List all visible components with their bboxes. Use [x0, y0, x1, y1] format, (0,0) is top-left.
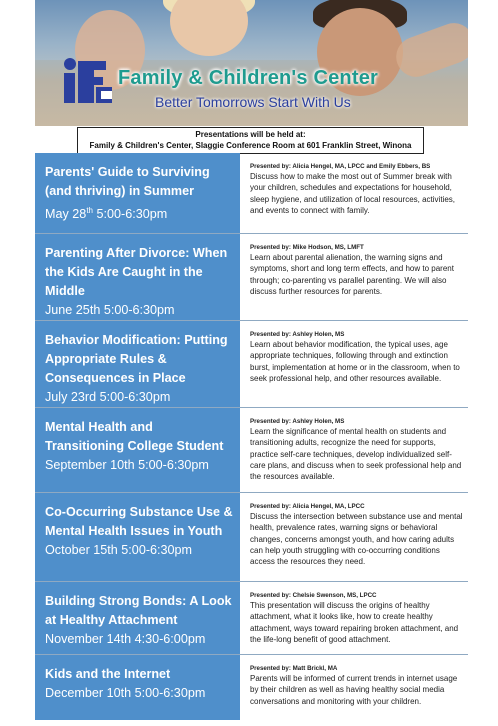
session-title-panel	[35, 234, 240, 320]
venue-box	[77, 127, 424, 154]
session-row	[35, 153, 468, 233]
session-row	[35, 582, 468, 654]
session-date: June 25th 5:00-6:30pm	[45, 303, 175, 317]
session-description: Learn about parental alienation, the warning signs and symptoms, short and long term effects, and how to parent through; co-parenting vs parallel parenting. We will also discuss further resources for parents.	[250, 253, 454, 296]
session-title: Mental Health and Transitioning College Student	[45, 420, 224, 453]
session-presenter: Presented by: Alicia Hengel, MA, LPCC	[250, 503, 365, 510]
session-title: Parenting After Divorce: When the Kids Are Caught in the Middle	[45, 246, 228, 298]
session-description: Learn about behavior modification, the typical uses, age appropriate techniques, following through and extinction burst, implementation at home or in the classroom, when to seek professional help, and other resources available.	[250, 340, 460, 383]
org-tagline: Better Tomorrows Start With Us	[155, 94, 351, 110]
session-title: Parents' Guide to Surviving (and thriving) in Summer	[45, 165, 210, 198]
session-title-panel	[35, 321, 240, 407]
session-title: Kids and the Internet	[45, 667, 171, 681]
session-title-panel	[35, 153, 240, 233]
session-date: July 23rd 5:00-6:30pm	[45, 390, 171, 404]
session-title-panel	[35, 408, 240, 492]
venue-heading: Presentations will be held at:	[195, 130, 306, 139]
session-details	[240, 153, 468, 233]
session-row	[35, 234, 468, 320]
session-description: Learn the significance of mental health on students and transitioning adults, recognize the need for supports, practice self-care techniques, develop individualized self-care plans, and discuss when to seek professional help and the resources available.	[250, 427, 462, 482]
session-title: Behavior Modification: Putting Appropriate Rules & Consequences in Place	[45, 333, 228, 385]
session-date: December 10th 5:00-6:30pm	[45, 686, 206, 700]
venue-address: Family & Children's Center, Slaggie Conference Room at 601 Franklin Street, Winona	[89, 141, 412, 150]
session-details	[240, 321, 468, 407]
session-row	[35, 493, 468, 581]
session-details	[240, 234, 468, 320]
session-description: This presentation will discuss the origins of healthy attachment, what it looks like, how to create healthy attachment, ways toward repairing broken attachment, and the life-long benefit of good attachment.	[250, 601, 459, 644]
session-date: May 28th 5:00-6:30pm	[45, 206, 168, 222]
session-title-panel	[35, 493, 240, 581]
session-description: Discuss how to make the most out of Summer break with your children, schedules and expectations for household, sleep hygiene, and utilization of local resources, activities, and events to connect with family.	[250, 172, 455, 215]
session-row	[35, 321, 468, 407]
session-schedule	[35, 153, 468, 720]
session-row	[35, 408, 468, 492]
session-presenter: Presented by: Matt Brickl, MA	[250, 665, 338, 672]
session-presenter: Presented by: Ashley Holen, MS	[250, 418, 345, 425]
session-details	[240, 408, 468, 492]
session-details	[240, 493, 468, 581]
session-details	[240, 582, 468, 654]
session-presenter: Presented by: Alicia Hengel, MA, LPCC and Emily Ebbers, BS	[250, 163, 431, 170]
session-details	[240, 655, 468, 720]
session-presenter: Presented by: Chelsie Swenson, MS, LPCC	[250, 592, 377, 599]
session-title: Co-Occurring Substance Use & Mental Health Issues in Youth	[45, 505, 233, 538]
session-row	[35, 655, 468, 720]
org-name: Family & Children's Center	[118, 67, 379, 89]
session-date: September 10th 5:00-6:30pm	[45, 458, 209, 472]
session-title: Building Strong Bonds: A Look at Healthy Attachment	[45, 594, 232, 627]
session-title-panel	[35, 582, 240, 654]
session-title-panel	[35, 655, 240, 720]
session-presenter: Presented by: Mike Hodson, MS, LMFT	[250, 244, 364, 251]
session-description: Discuss the intersection between substance use and mental health, prevalence rates, warning signs or behavioral changes, concerns amongst youth, and how caring adults can help youth struggling with co-occurring conditions access the resources they need.	[250, 512, 463, 567]
session-presenter: Presented by: Ashley Holen, MS	[250, 331, 345, 338]
fcc-logo-icon	[60, 55, 115, 105]
session-description: Parents will be informed of current trends in internet usage by their children as well as having healthy social media conversations and monitoring with your children.	[250, 674, 458, 706]
session-date: November 14th 4:30-6:00pm	[45, 632, 206, 646]
session-date: October 15th 5:00-6:30pm	[45, 543, 193, 557]
